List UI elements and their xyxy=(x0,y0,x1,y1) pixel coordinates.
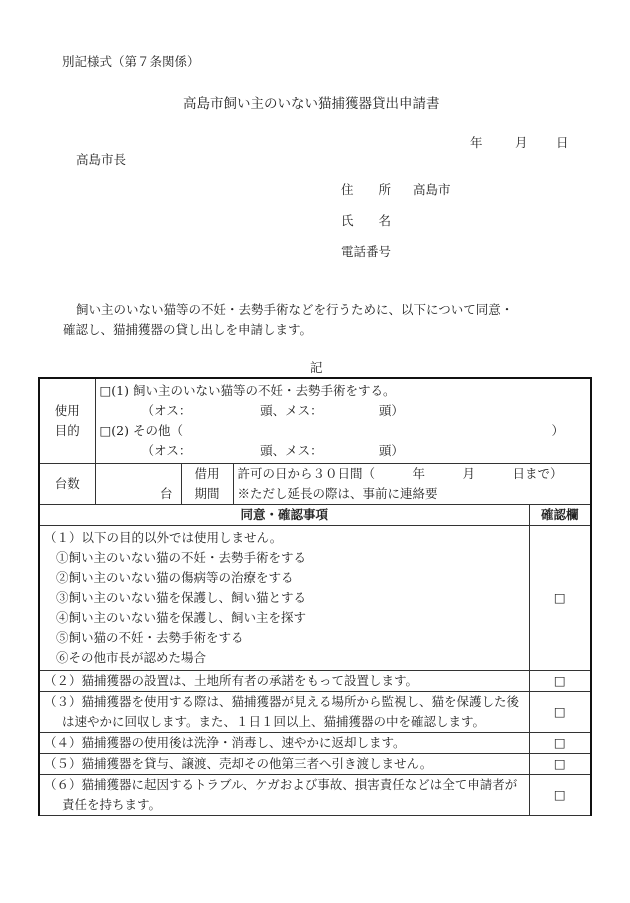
confirm-checkbox-3[interactable]: □ xyxy=(529,692,591,733)
agreement-item-1-sub: ④飼い主のいない猫を保護し、飼い主を探す xyxy=(56,610,307,625)
purpose-label-cell xyxy=(39,378,95,464)
purpose-row xyxy=(39,378,591,464)
confirm-checkbox-6[interactable]: □ xyxy=(529,775,591,816)
agreement-header-check: 確認欄 xyxy=(529,505,591,526)
agreement-item-1-sub: ②飼い主のいない猫の傷病等の治療をする xyxy=(56,570,294,585)
name-label: 氏 名 xyxy=(341,213,392,228)
agreement-header-row xyxy=(39,505,591,526)
count-field[interactable] xyxy=(95,464,181,505)
purpose-option-1-detail: （オス： 頭、メス： 頭） xyxy=(141,403,404,418)
count-label: 台数 xyxy=(39,464,95,505)
application-table xyxy=(38,377,592,816)
purpose-option-2-close: ） xyxy=(551,423,565,438)
period-value-cell[interactable] xyxy=(233,464,591,505)
agreement-item-1-sub: ③飼い主のいない猫を保護し、飼い猫とする xyxy=(56,590,307,605)
intro-line-1: 飼い主のいない猫等の不妊・去勢手術などを行うために、以下について同意・ xyxy=(76,302,514,317)
agreement-header-items: 同意・確認事項 xyxy=(39,505,529,526)
addressee: 高島市長 xyxy=(76,152,127,167)
period-line-1: 許可の日から３０日間（ 年 月 日まで） xyxy=(237,466,563,481)
phone-label: 電話番号 xyxy=(341,244,392,259)
address-label: 住 所 xyxy=(341,182,392,197)
period-line-2: ※ただし延長の際は、事前に連絡要 xyxy=(237,486,438,501)
agreement-item-6: （６）猫捕獲器に起因するトラブル、ケガおよび事故、損害責任などは全て申請者が責任を持ちます。 xyxy=(39,775,529,816)
agreement-item-1-sub: ⑤飼い猫の不妊・去勢手術をする xyxy=(56,630,244,645)
form-title: 高島市飼い主のいない猫捕獲器貸出申請書 xyxy=(183,96,440,112)
purpose-label-2: 目的 xyxy=(54,423,80,438)
ki-label: 記 xyxy=(310,360,323,375)
address-value: 高島市 xyxy=(413,182,451,197)
confirm-checkbox-2[interactable]: □ xyxy=(529,671,591,692)
date-year-label: 年 xyxy=(470,135,483,150)
purpose-option-2[interactable] xyxy=(100,421,587,441)
agreement-item-6-row xyxy=(39,775,591,816)
agreement-item-3-row xyxy=(39,692,591,733)
agreement-item-3: （３）猫捕獲器を使用する際は、猫捕獲器が見える場所から監視し、猫を保護した後は速やかに回収します。また、１日１回以上、猫捕獲器の中を確認します。 xyxy=(39,692,529,733)
purpose-option-2-detail: （オス： 頭、メス： 頭） xyxy=(141,443,404,458)
period-label-1: 借用 xyxy=(194,466,220,481)
agreement-item-2-row xyxy=(39,671,591,692)
agreement-item-1-heading: （１）以下の目的以外では使用しません。 xyxy=(44,530,283,545)
count-row xyxy=(39,464,591,505)
period-label-2: 期間 xyxy=(194,486,220,501)
confirm-checkbox-1[interactable]: □ xyxy=(529,526,591,671)
agreement-item-2: （２）猫捕獲器の設置は、土地所有者の承諾をもって設置します。 xyxy=(39,671,529,692)
count-unit: 台 xyxy=(159,486,173,501)
agreement-item-4-row xyxy=(39,733,591,754)
agreement-item-5: （５）猫捕獲器を貸与、譲渡、売却その他第三者へ引き渡しません。 xyxy=(39,754,529,775)
agreement-item-1 xyxy=(39,526,529,671)
purpose-label-1: 使用 xyxy=(54,403,80,418)
date-day-label: 日 xyxy=(556,135,569,150)
purpose-option-1[interactable]: □(1) 飼い主のいない猫等の不妊・去勢手術をする。 xyxy=(99,383,396,398)
agreement-item-1-sub: ①飼い主のいない猫の不妊・去勢手術をする xyxy=(56,550,307,565)
period-label-cell xyxy=(181,464,233,505)
agreement-item-1-sub: ⑥その他市長が認めた場合 xyxy=(56,650,207,665)
date-month-label: 月 xyxy=(515,135,528,150)
confirm-checkbox-5[interactable]: □ xyxy=(529,754,591,775)
purpose-options-cell xyxy=(95,378,591,464)
purpose-option-2-label: □(2) その他（ xyxy=(99,423,183,438)
intro-line-2: 確認し、猫捕獲器の貸し出しを申請します。 xyxy=(63,322,313,337)
agreement-item-5-row xyxy=(39,754,591,775)
agreement-item-4: （４）猫捕獲器の使用後は洗浄・消毒し、速やかに返却します。 xyxy=(39,733,529,754)
form-reference: 別記様式（第７条関係） xyxy=(62,54,200,69)
agreement-item-1-row xyxy=(39,526,591,671)
confirm-checkbox-4[interactable]: □ xyxy=(529,733,591,754)
